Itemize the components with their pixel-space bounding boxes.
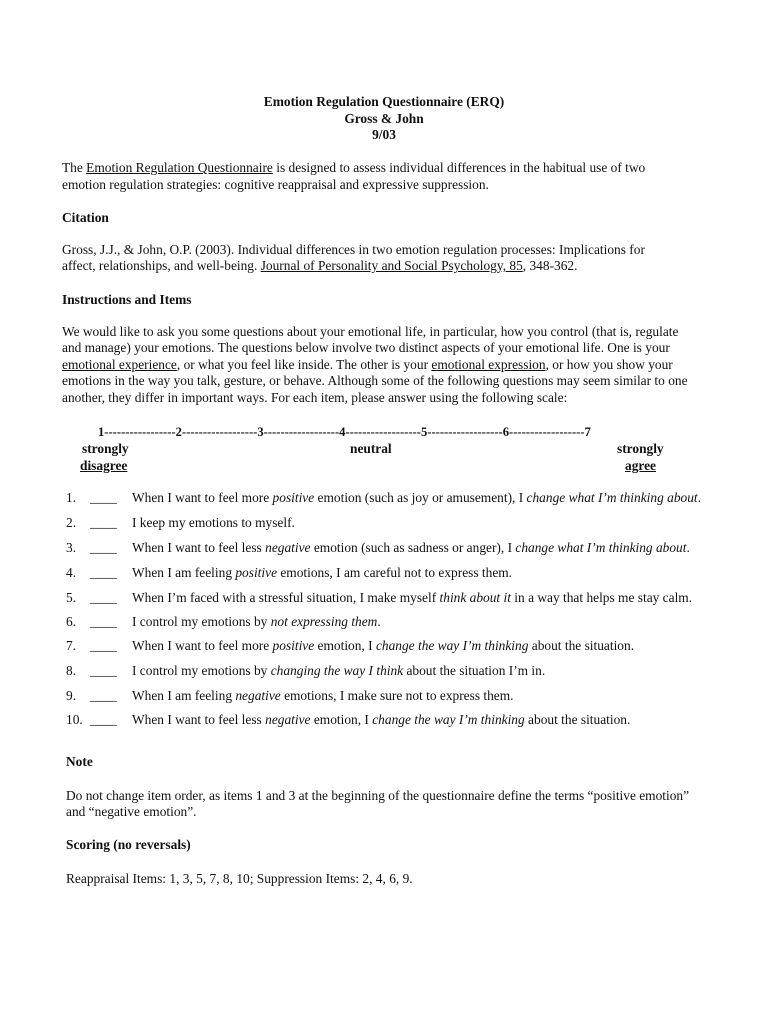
intro-text: is designed to assess individual differences in the habitual use of two xyxy=(272,160,646,175)
item-text: I control my emotions by changing the way I think about the situation I’m in. xyxy=(132,663,546,678)
item-text: When I want to feel less negative emotion, I change the way I’m thinking about the situation. xyxy=(132,712,631,727)
answer-blank[interactable]: ____ xyxy=(90,590,117,605)
item-number: 3. xyxy=(66,540,77,555)
instructions-line-1: We would like to ask you some questions about your emotional life, in particular, how you control (that is, regulate xyxy=(62,324,679,339)
item-text: When I am feeling negative emotions, I make sure not to express them. xyxy=(132,688,514,703)
item-text: When I am feeling positive emotions, I am careful not to express them. xyxy=(132,565,513,580)
instructions-heading: Instructions and Items xyxy=(62,292,192,307)
instructions-line-2: and manage) your emotions. The questions below involve two distinct aspects of your emotional life. One is your xyxy=(62,340,670,355)
scale-left-label-2: disagree xyxy=(80,458,128,473)
item-number: 1. xyxy=(66,490,77,505)
answer-blank[interactable]: ____ xyxy=(90,540,117,555)
answer-blank[interactable]: ____ xyxy=(90,663,117,678)
item-number: 7. xyxy=(66,638,77,653)
item-number: 8. xyxy=(66,663,77,678)
item-text: I control my emotions by not expressing them. xyxy=(132,614,381,629)
scoring-heading: Scoring (no reversals) xyxy=(66,837,191,852)
item-number: 6. xyxy=(66,614,77,629)
questionnaire-name: Emotion Regulation Questionnaire xyxy=(86,160,273,175)
item-number: 4. xyxy=(66,565,77,580)
scale-middle-label: neutral xyxy=(350,441,392,456)
citation-line-1: Gross, J.J., & John, O.P. (2003). Individual differences in two emotion regulation processes: Implications for xyxy=(62,242,645,257)
item-text: When I’m faced with a stressful situation, I make myself think about it in a way that helps me stay calm. xyxy=(132,590,693,605)
journal-name: Journal of Personality and Social Psychology, 85 xyxy=(260,258,523,273)
citation-heading: Citation xyxy=(62,210,109,225)
intro-line-1 xyxy=(62,160,645,176)
document-date: 9/03 xyxy=(372,127,396,142)
scale-right-label-1: strongly xyxy=(617,441,664,456)
answer-blank[interactable]: ____ xyxy=(90,712,117,727)
rating-scale-line: 1-----------------2------------------3------------------4------------------5------------------6------------------7 xyxy=(98,425,591,439)
item-text: When I want to feel less negative emotion (such as sadness or anger), I change what I’m thinking about. xyxy=(132,540,690,555)
item-number: 2. xyxy=(66,515,77,530)
emotional-expression-term: emotional expression xyxy=(431,357,546,372)
scoring-line: Reappraisal Items: 1, 3, 5, 7, 8, 10; Suppression Items: 2, 4, 6, 9. xyxy=(66,871,413,886)
citation-line-2 xyxy=(62,258,577,274)
document-title: Emotion Regulation Questionnaire (ERQ) xyxy=(263,94,505,109)
item-text: When I want to feel more positive emotion, I change the way I’m thinking about the situation. xyxy=(132,638,635,653)
answer-blank[interactable]: ____ xyxy=(90,638,117,653)
instructions-text: , or how you show your xyxy=(545,357,673,372)
instructions-text: , or what you feel like inside. The other is your xyxy=(176,357,432,372)
item-text: I keep my emotions to myself. xyxy=(132,515,295,530)
citation-text: affect, relationships, and well-being. xyxy=(62,258,261,273)
intro-line-2: emotion regulation strategies: cognitive reappraisal and expressive suppression. xyxy=(62,177,489,192)
citation-text: , 348-362. xyxy=(522,258,578,273)
instructions-line-5: another, they differ in important ways. For each item, please answer using the following scale: xyxy=(62,390,568,405)
item-number: 10. xyxy=(66,712,83,727)
note-heading: Note xyxy=(66,754,93,769)
answer-blank[interactable]: ____ xyxy=(90,490,117,505)
intro-text: The xyxy=(62,160,87,175)
emotional-experience-term: emotional experience xyxy=(62,357,177,372)
item-number: 9. xyxy=(66,688,77,703)
answer-blank[interactable]: ____ xyxy=(90,614,117,629)
item-text: When I want to feel more positive emotion (such as joy or amusement), I change what I’m thinking about. xyxy=(132,490,701,505)
document-authors: Gross & John xyxy=(344,111,424,126)
note-line-2: and “negative emotion”. xyxy=(66,804,197,819)
answer-blank[interactable]: ____ xyxy=(90,688,117,703)
answer-blank[interactable]: ____ xyxy=(90,515,117,530)
instructions-line-3 xyxy=(62,357,673,373)
instructions-line-4: emotions in the way you talk, gesture, or behave. Although some of the following questions may seem similar to one xyxy=(62,373,688,388)
note-line-1: Do not change item order, as items 1 and 3 at the beginning of the questionnaire define the terms “positive emotion” xyxy=(66,788,690,803)
answer-blank[interactable]: ____ xyxy=(90,565,117,580)
scale-left-label-1: strongly xyxy=(82,441,129,456)
scale-right-label-2: agree xyxy=(625,458,656,473)
item-number: 5. xyxy=(66,590,77,605)
